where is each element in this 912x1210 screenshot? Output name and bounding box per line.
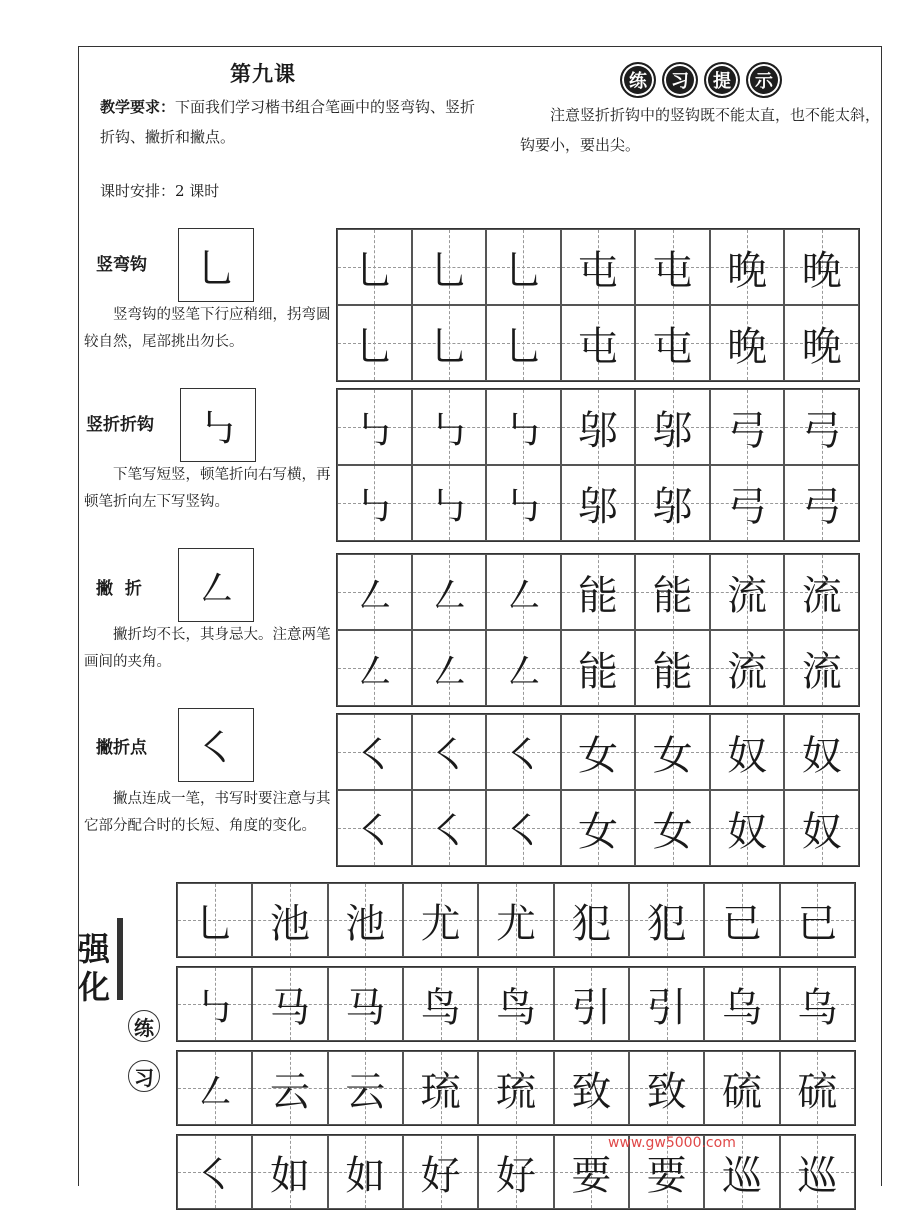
grid-character: ㇉ <box>503 483 544 530</box>
grid-character: 致 <box>646 1068 687 1115</box>
grid-character: 邬 <box>577 483 618 530</box>
grid-cell <box>412 630 487 706</box>
grid-character: 乌 <box>721 984 762 1031</box>
grid-cell <box>337 389 412 465</box>
grid-cell <box>710 389 785 465</box>
grid-character: 乚 <box>428 323 469 370</box>
grid-character: ㇉ <box>354 407 395 454</box>
grid-cell <box>486 305 561 381</box>
grid-character: ㇜ <box>503 572 544 619</box>
grid-character: ㇛ <box>354 808 395 855</box>
practice-title: 强化 <box>78 930 111 1006</box>
grid-character: 乚 <box>354 323 395 370</box>
grid-cell <box>486 389 561 465</box>
grid-cell <box>252 967 327 1041</box>
grid-cell <box>629 883 704 957</box>
stroke-sample-box: 乚 <box>178 228 254 302</box>
grid-cell <box>337 465 412 541</box>
grid-character: 能 <box>577 572 618 619</box>
grid-cell <box>403 883 478 957</box>
grid-character: ㇉ <box>194 984 235 1031</box>
grid-cell <box>486 630 561 706</box>
grid-character: 硫 <box>721 1068 762 1115</box>
grid-cell <box>635 630 710 706</box>
tip-badge: 提 <box>704 62 740 98</box>
grid-character: 奴 <box>801 808 842 855</box>
grid-cell <box>412 790 487 866</box>
grid-character: 如 <box>269 1152 310 1199</box>
grid-character: 流 <box>801 572 842 619</box>
grid-cell <box>252 883 327 957</box>
grid-cell <box>561 554 636 630</box>
grid-character: 晚 <box>801 247 842 294</box>
stroke-description: 撇折均不长，其身忌大。注意两笔画间的夹角。 <box>84 627 331 670</box>
grid-character: 云 <box>345 1068 386 1115</box>
grid-cell <box>635 465 710 541</box>
grid-character: 乚 <box>503 323 544 370</box>
grid-character: 流 <box>727 572 768 619</box>
stroke-description: 下笔写短竖，顿笔折向右写横，再顿笔折向左下写竖钩。 <box>84 467 331 510</box>
grid-cell <box>561 229 636 305</box>
stroke-name: 竖弯钩 <box>96 255 147 275</box>
grid-cell <box>412 229 487 305</box>
grid-character: 巡 <box>721 1152 762 1199</box>
grid-character: ㇛ <box>428 808 469 855</box>
grid-cell <box>337 554 412 630</box>
grid-character: 已 <box>797 900 838 947</box>
writing-grid <box>336 388 860 542</box>
grid-cell <box>486 714 561 790</box>
grid-character: 云 <box>269 1068 310 1115</box>
grid-cell <box>177 1135 252 1209</box>
practice-bar <box>117 918 123 1000</box>
practice-row <box>176 882 856 958</box>
practice-tip-text: 注意竖折折钩中的竖钩既不能太直，也不能太斜，钩要小，要出尖。 <box>520 106 881 154</box>
grid-character: 琉 <box>495 1068 536 1115</box>
grid-character: 女 <box>652 808 693 855</box>
grid-character: 池 <box>345 900 386 947</box>
grid-character: 池 <box>269 900 310 947</box>
grid-cell <box>412 389 487 465</box>
grid-cell <box>635 305 710 381</box>
writing-grid <box>336 713 860 867</box>
grid-character: 弓 <box>727 483 768 530</box>
grid-character: 鸟 <box>420 984 461 1031</box>
grid-cell <box>635 554 710 630</box>
grid-character: ㇜ <box>354 572 395 619</box>
grid-character: ㇉ <box>354 483 395 530</box>
grid-character: 乚 <box>428 247 469 294</box>
grid-character: 如 <box>345 1152 386 1199</box>
stroke-sample-box: ㇛ <box>178 708 254 782</box>
grid-cell <box>704 1051 779 1125</box>
grid-character: 邬 <box>652 407 693 454</box>
grid-cell <box>328 1051 403 1125</box>
grid-character: 已 <box>721 900 762 947</box>
grid-cell <box>554 883 629 957</box>
grid-character: 奴 <box>727 808 768 855</box>
grid-cell <box>635 229 710 305</box>
requirement-text: 下面我们学习楷书组合笔画中的竖弯钩、竖折折钩、撇折和撇点。 <box>100 98 476 146</box>
grid-cell <box>710 229 785 305</box>
stroke-name: 竖折折钩 <box>86 415 154 435</box>
grid-cell <box>704 883 779 957</box>
grid-cell <box>561 790 636 866</box>
grid-character: ㇛ <box>503 732 544 779</box>
grid-character: 奴 <box>727 732 768 779</box>
grid-character: 乚 <box>354 247 395 294</box>
grid-character: 能 <box>652 648 693 695</box>
grid-cell <box>780 883 855 957</box>
practice-tips-badges <box>620 62 782 98</box>
grid-cell <box>554 1051 629 1125</box>
grid-cell <box>328 1135 403 1209</box>
grid-character: 晚 <box>801 323 842 370</box>
grid-cell <box>784 305 859 381</box>
grid-cell <box>478 967 553 1041</box>
practice-circle: 练 <box>128 1010 160 1042</box>
grid-character: 尤 <box>495 900 536 947</box>
grid-cell <box>478 1051 553 1125</box>
grid-cell <box>478 883 553 957</box>
grid-cell <box>635 790 710 866</box>
grid-cell <box>561 465 636 541</box>
grid-cell <box>177 1051 252 1125</box>
stroke-sample-box: ㇉ <box>180 388 256 462</box>
grid-cell <box>177 883 252 957</box>
grid-cell <box>784 630 859 706</box>
grid-cell <box>635 389 710 465</box>
grid-character: ㇛ <box>428 732 469 779</box>
grid-cell <box>252 1135 327 1209</box>
grid-cell <box>784 790 859 866</box>
writing-grid <box>336 228 860 382</box>
grid-character: 奴 <box>801 732 842 779</box>
grid-character: 要 <box>571 1152 612 1199</box>
grid-character: ㇜ <box>194 1068 235 1115</box>
grid-character: 屯 <box>577 323 618 370</box>
grid-character: 马 <box>345 984 386 1031</box>
grid-cell <box>784 389 859 465</box>
practice-row <box>176 966 856 1042</box>
grid-cell <box>412 305 487 381</box>
grid-cell <box>784 554 859 630</box>
watermark: www.gw5000.com <box>608 1135 736 1151</box>
grid-character: 晚 <box>727 247 768 294</box>
grid-character: 屯 <box>652 247 693 294</box>
grid-character: 致 <box>571 1068 612 1115</box>
grid-character: 弓 <box>801 407 842 454</box>
grid-cell <box>486 229 561 305</box>
grid-character: ㇛ <box>194 1152 235 1199</box>
grid-cell <box>780 1051 855 1125</box>
lesson-schedule: 课时安排：2 课时 <box>100 182 220 200</box>
grid-cell <box>403 1051 478 1125</box>
grid-cell <box>561 389 636 465</box>
grid-character: 引 <box>571 984 612 1031</box>
lesson-title: 第九课 <box>230 61 296 86</box>
grid-character: ㇜ <box>354 648 395 695</box>
grid-character: 能 <box>652 572 693 619</box>
writing-grid <box>336 553 860 707</box>
grid-cell <box>710 305 785 381</box>
grid-character: 要 <box>646 1152 687 1199</box>
practice-circle: 习 <box>128 1060 160 1092</box>
grid-character: 硫 <box>797 1068 838 1115</box>
grid-character: 好 <box>495 1152 536 1199</box>
grid-character: 尤 <box>420 900 461 947</box>
grid-character: ㇉ <box>428 483 469 530</box>
grid-cell <box>412 714 487 790</box>
grid-character: 女 <box>577 808 618 855</box>
grid-cell <box>337 229 412 305</box>
grid-cell <box>337 305 412 381</box>
grid-cell <box>486 790 561 866</box>
tip-badge: 练 <box>620 62 656 98</box>
grid-character: 能 <box>577 648 618 695</box>
grid-cell <box>337 714 412 790</box>
grid-cell <box>412 554 487 630</box>
grid-cell <box>403 967 478 1041</box>
grid-character: 乌 <box>797 984 838 1031</box>
grid-cell <box>337 790 412 866</box>
grid-character: 屯 <box>652 323 693 370</box>
grid-cell <box>635 714 710 790</box>
grid-character: 巡 <box>797 1152 838 1199</box>
grid-cell <box>328 883 403 957</box>
practice-row <box>176 1134 856 1210</box>
grid-character: 好 <box>420 1152 461 1199</box>
grid-cell <box>252 1051 327 1125</box>
grid-cell <box>177 967 252 1041</box>
stroke-sample-box: ㇜ <box>178 548 254 622</box>
grid-character: 犯 <box>646 900 687 947</box>
grid-character: ㇜ <box>503 648 544 695</box>
stroke-name: 撇折点 <box>96 738 147 758</box>
grid-character: 引 <box>646 984 687 1031</box>
grid-cell <box>629 967 704 1041</box>
grid-cell <box>784 465 859 541</box>
grid-character: 屯 <box>577 247 618 294</box>
grid-cell <box>704 967 779 1041</box>
stroke-name: 撇 折 <box>96 579 142 599</box>
grid-cell <box>780 1135 855 1209</box>
grid-character: 女 <box>652 732 693 779</box>
stroke-description: 竖弯钩的竖笔下行应稍细，拐弯圆较自然，尾部挑出勿长。 <box>84 307 331 350</box>
grid-character: ㇉ <box>428 407 469 454</box>
grid-cell <box>412 465 487 541</box>
grid-character: 流 <box>801 648 842 695</box>
grid-cell <box>486 554 561 630</box>
grid-cell <box>710 465 785 541</box>
grid-cell <box>486 465 561 541</box>
grid-character: ㇉ <box>503 407 544 454</box>
grid-character: 流 <box>727 648 768 695</box>
grid-cell <box>784 229 859 305</box>
grid-cell <box>629 1051 704 1125</box>
grid-cell <box>784 714 859 790</box>
tip-badge: 习 <box>662 62 698 98</box>
grid-character: 马 <box>269 984 310 1031</box>
teaching-requirement <box>100 92 480 152</box>
tip-badge: 示 <box>746 62 782 98</box>
grid-character: ㇜ <box>428 572 469 619</box>
grid-character: ㇛ <box>354 732 395 779</box>
grid-cell <box>561 305 636 381</box>
grid-character: ㇜ <box>428 648 469 695</box>
grid-cell <box>478 1135 553 1209</box>
grid-cell <box>710 790 785 866</box>
grid-cell <box>780 967 855 1041</box>
grid-character: 琉 <box>420 1068 461 1115</box>
grid-character: ㇛ <box>503 808 544 855</box>
grid-character: 乚 <box>194 900 235 947</box>
grid-character: 鸟 <box>495 984 536 1031</box>
grid-cell <box>710 554 785 630</box>
grid-cell <box>710 630 785 706</box>
grid-cell <box>337 630 412 706</box>
grid-cell <box>403 1135 478 1209</box>
grid-cell <box>554 967 629 1041</box>
grid-character: 乚 <box>503 247 544 294</box>
grid-cell <box>710 714 785 790</box>
grid-character: 晚 <box>727 323 768 370</box>
practice-row <box>176 1050 856 1126</box>
grid-character: 弓 <box>801 483 842 530</box>
grid-character: 邬 <box>577 407 618 454</box>
requirement-label: 教学要求： <box>100 98 176 116</box>
grid-character: 女 <box>577 732 618 779</box>
grid-cell <box>328 967 403 1041</box>
grid-character: 犯 <box>571 900 612 947</box>
stroke-description: 撇点连成一笔，书写时要注意与其它部分配合时的长短、角度的变化。 <box>84 791 331 834</box>
grid-character: 邬 <box>652 483 693 530</box>
grid-cell <box>561 630 636 706</box>
grid-cell <box>561 714 636 790</box>
grid-character: 弓 <box>727 407 768 454</box>
